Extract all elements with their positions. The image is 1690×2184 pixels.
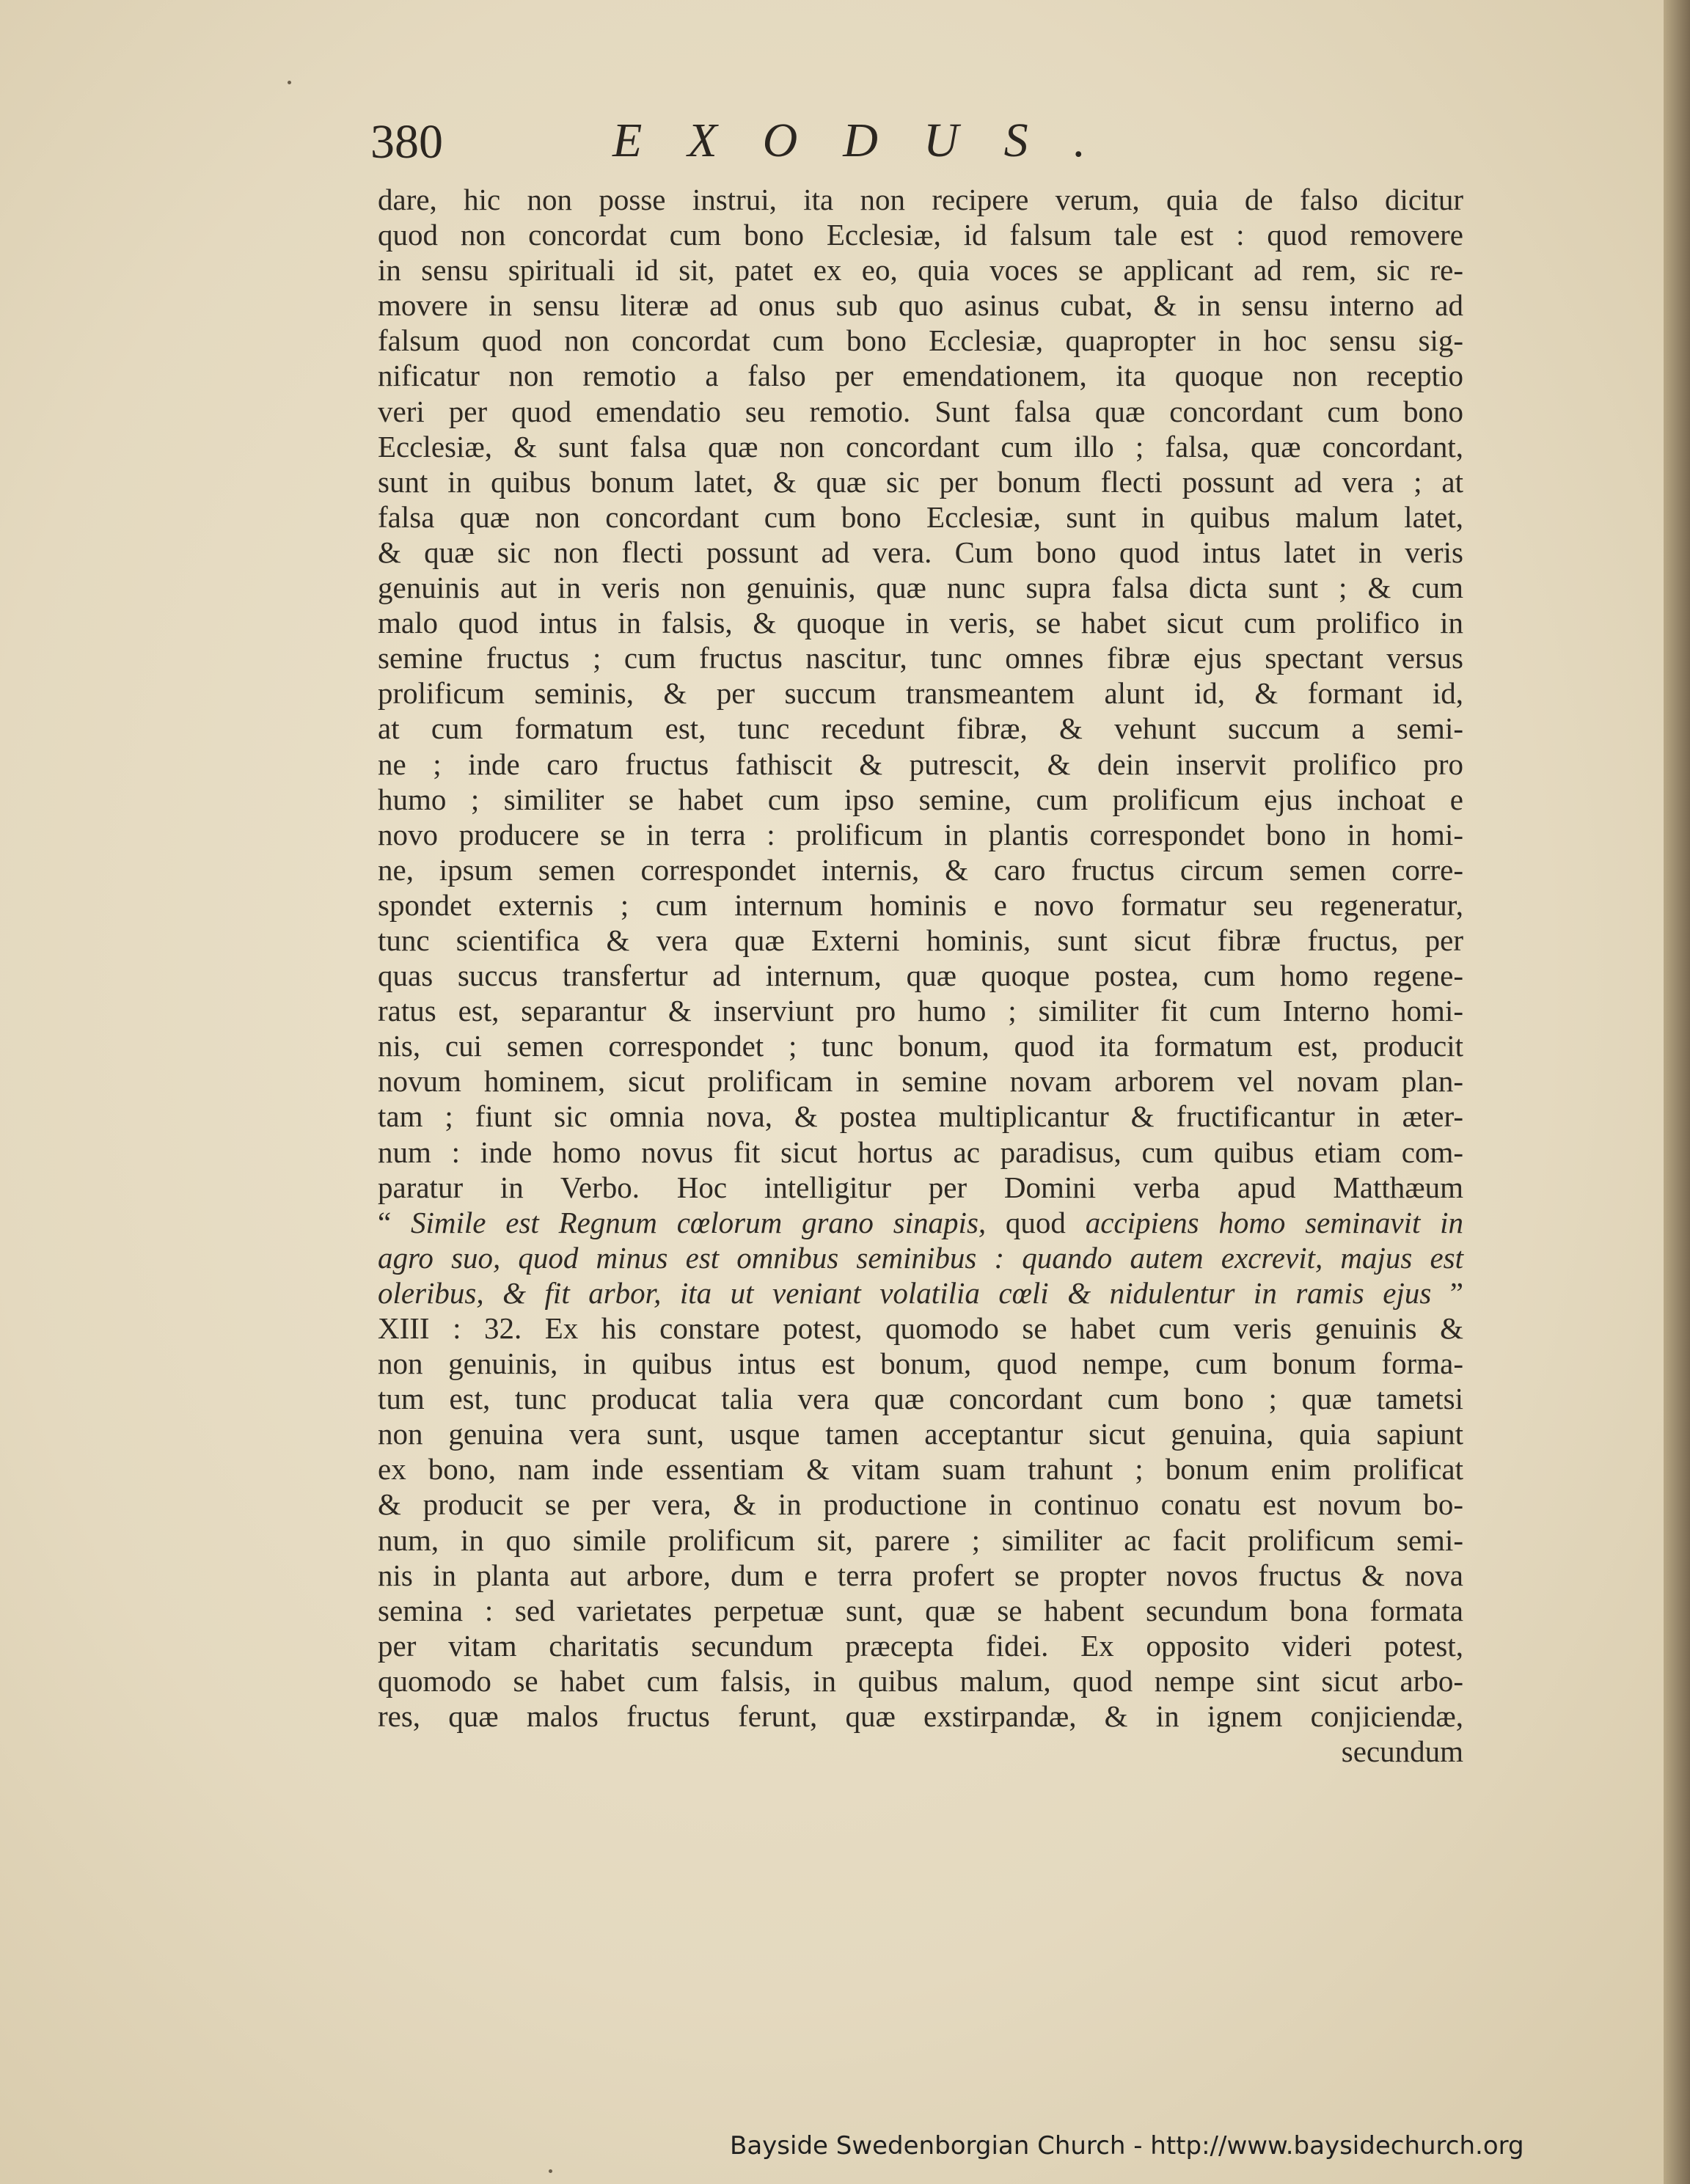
text-line: & producit se per vera, & in productione in continuo conatu est novum bo-: [378, 1487, 1463, 1522]
text-line: at cum formatum est, tunc recedunt fibræ, & vehunt succum a semi-: [378, 711, 1463, 746]
running-title: EXODUS.: [612, 114, 1132, 167]
text-line: non genuina vera sunt, usque tamen acceptantur sicut genuina, quia sapiunt: [378, 1417, 1463, 1451]
text-line: tunc scientifica & vera quæ Externi hominis, sunt sicut fibræ fructus, per: [378, 923, 1463, 957]
text-line: ne ; inde caro fructus fathiscit & putrescit, & dein inservit prolifico pro: [378, 747, 1463, 781]
text-line: tum est, tunc producat talia vera quæ concordant cum bono ; quæ tametsi: [378, 1382, 1463, 1416]
text-line: novo producere se in terra : prolificum in plantis correspondet bono in homi-: [378, 817, 1463, 851]
text-line: paratur in Verbo. Hoc intelligitur per Domini verba apud Matthæum: [378, 1170, 1463, 1204]
text-line: novum hominem, sicut prolificam in semine novam arborem vel novam plan-: [378, 1064, 1463, 1099]
text-line: genuinis aut in veris non genuinis, quæ nunc supra falsa dicta sunt ; & cum: [378, 571, 1463, 605]
text-line: nis in planta aut arbore, dum e terra profert se propter novos fructus & nova: [378, 1558, 1463, 1592]
paper-speck: [288, 81, 291, 84]
text-line: nificatur non remotio a falso per emendationem, ita quoque non receptio: [378, 359, 1463, 393]
text-line: spondet externis ; cum internum hominis e novo formatur seu regeneratur,: [378, 887, 1463, 922]
quote-text: quod: [986, 1205, 1086, 1239]
text-line: Ecclesiæ, & sunt falsa quæ non concordant cum illo ; falsa, quæ concordant,: [378, 429, 1463, 463]
watermark: Bayside Swedenborgian Church - http://www.baysidechurch.org: [730, 2131, 1524, 2161]
page-header: [370, 110, 1471, 176]
text-line: num : inde homo novus fit sicut hortus ac paradisus, cum quibus etiam com-: [378, 1135, 1463, 1169]
text-line: ne, ipsum semen correspondet internis, & caro fructus circum semen corre-: [378, 852, 1463, 887]
quote-italic-text: oleribus, & fit arbor, ita ut veniant volatilia cœli & nidulentur in ramis ejus: [378, 1275, 1432, 1310]
text-line: semine fructus ; cum fructus nascitur, tunc omnes fibræ ejus spectant versus: [378, 641, 1463, 675]
quote-line: [378, 1275, 1463, 1311]
text-line: dare, hic non posse instrui, ita non recipere verum, quia de falso dicitur: [378, 183, 1463, 216]
quote-italic-text: agro suo, quod minus est omnibus seminibus : quando autem excrevit, majus est: [378, 1240, 1463, 1275]
text-line: ratus est, separantur & inserviunt pro humo ; similiter fit cum Interno homi-: [378, 994, 1463, 1028]
text-line: & quæ sic non flecti possunt ad vera. Cum bono quod intus latet in veris: [378, 535, 1463, 569]
paper-speck: [549, 2169, 552, 2173]
text-line: num, in quo simile prolificum sit, parere ; similiter ac facit prolificum semi-: [378, 1522, 1463, 1557]
text-line: prolificum seminis, & per succum transmeantem alunt id, & formant id,: [378, 676, 1463, 711]
text-line: ex bono, nam inde essentiam & vitam suam trahunt ; bonum enim prolificat: [378, 1452, 1463, 1487]
text-line: quod non concordat cum bono Ecclesiæ, id falsum tale est : quod removere: [378, 218, 1463, 252]
page-number: 380: [370, 115, 443, 169]
body-text: [378, 182, 1463, 1769]
text-line: veri per quod emendatio seu remotio. Sunt falsa quæ concordant cum bono: [378, 394, 1463, 428]
text-line: falsum quod non concordat cum bono Ecclesiæ, quapropter in hoc sensu sig-: [378, 323, 1463, 358]
quote-italic-text: accipiens homo seminavit in: [1085, 1205, 1464, 1239]
text-line: per vitam charitatis secundum præcepta fidei. Ex opposito videri potest,: [378, 1628, 1463, 1663]
text-line: res, quæ malos fructus ferunt, quæ exstirpandæ, & in ignem conjiciendæ,: [378, 1699, 1463, 1734]
text-line: sunt in quibus bonum latet, & quæ sic per bonum flecti possunt ad vera ; at: [378, 464, 1463, 499]
text-line: falsa quæ non concordant cum bono Ecclesiæ, sunt in quibus malum latet,: [378, 499, 1463, 534]
text-line: humo ; similiter se habet cum ipso semine, cum prolificum ejus inchoat e: [378, 782, 1463, 816]
catchword: secundum: [1341, 1734, 1463, 1769]
quote-line: [378, 1205, 1463, 1240]
text-line: quomodo se habet cum falsis, in quibus malum, quod nempe sint sicut arbo-: [378, 1663, 1463, 1698]
text-line: non genuinis, in quibus intus est bonum, quod nempe, cum bonum forma-: [378, 1346, 1463, 1381]
text-line: malo quod intus in falsis, & quoque in veris, se habet sicut cum prolifico in: [378, 606, 1463, 640]
page-gutter-shadow: [1664, 0, 1690, 2184]
quote-text: ”: [1431, 1275, 1464, 1310]
quote-italic-text: Simile est Regnum cœlorum grano sinapis,: [410, 1205, 987, 1239]
quote-line: [378, 1240, 1463, 1275]
text-line: nis, cui semen correspondet ; tunc bonum, quod ita formatum est, producit: [378, 1029, 1463, 1063]
text-line: tam ; fiunt sic omnia nova, & postea multiplicantur & fructificantur in æter-: [378, 1099, 1463, 1134]
text-line: movere in sensu literæ ad onus sub quo asinus cubat, & in sensu interno ad: [378, 288, 1463, 323]
text-line: in sensu spirituali id sit, patet ex eo, quia voces se applicant ad rem, sic re-: [378, 253, 1463, 287]
text-line: quas succus transfertur ad internum, quæ quoque postea, cum homo regene-: [378, 959, 1463, 993]
text-line: semina : sed varietates perpetuæ sunt, quæ se habent secundum bona formata: [378, 1593, 1463, 1627]
text-line: XIII : 32. Ex his constare potest, quomodo se habet cum veris genuinis &: [378, 1311, 1463, 1345]
quote-text: “: [378, 1205, 411, 1239]
